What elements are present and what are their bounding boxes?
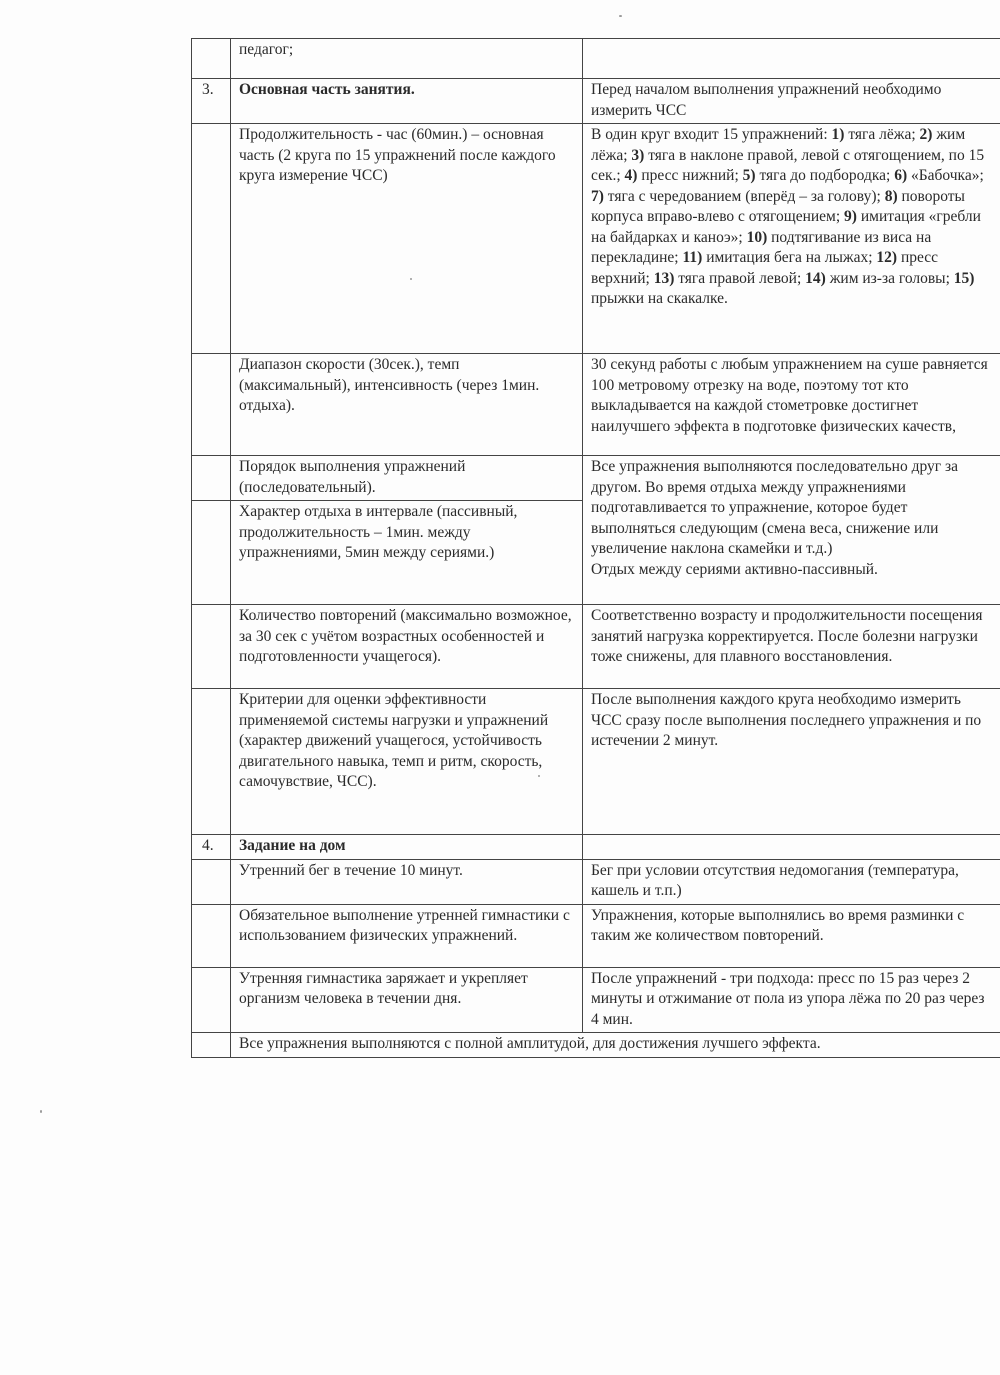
exercise-number: 8): [884, 187, 898, 205]
exercise-number: 14): [805, 269, 826, 287]
row-number-cell: [192, 456, 231, 501]
exercise-text: тяга лёжа;: [844, 126, 920, 143]
right-cell: Соответственно возрасту и продолжительности посещения занятий нагрузка корректируется. После болезни нагрузки тоже снижены, для плавного восстановления.: [583, 605, 1000, 689]
exercise-item: [894, 167, 984, 184]
right-cell: После упражнений - три подхода: пресс по 15 раз через 2 минуты и отжимание от пола из упора лёжа по 20 раз через 4 мин.: [583, 967, 1000, 1033]
exercise-item: [683, 249, 877, 266]
exercise-item: [832, 126, 920, 143]
left-cell: Утренний бег в течение 10 минут.: [231, 859, 583, 904]
left-cell: Продолжительность - час (60мин.) – основная часть (2 круга по 15 упражнений после каждого круга измерение ЧСС): [231, 124, 583, 354]
exercise-text: тяга с чередованием (вперёд – за голову);: [603, 187, 885, 205]
left-cell: Критерии для оценки эффективности применяемой системы нагрузки и упражнений (характер движений учащегося, устойчивость двигательного навыка, темп и ритм, скорость, самочувствие, ЧСС).: [231, 689, 583, 835]
exercise-item: [654, 270, 805, 287]
right-cell: После выполнения каждого круга необходимо измерить ЧСС сразу после выполнения последнего упражнения и по истечении 2 минут.: [583, 689, 1000, 835]
right-cell: Бег при условии отсутствия недомогания (температура, кашель и т.п.): [583, 859, 1000, 904]
section-title: Задание на дом: [231, 835, 583, 860]
exercise-text: имитация «гребли на байдарках и каноэ»;: [591, 208, 981, 246]
table-row: [192, 124, 1000, 354]
exercise-number: 4): [624, 167, 638, 184]
exercise-number: 15): [953, 269, 975, 287]
exercise-number: 2): [919, 126, 933, 143]
exercise-number: 11): [682, 249, 703, 266]
table-row: [192, 354, 1000, 456]
row-number-cell: [192, 501, 231, 605]
row-number-cell: [192, 859, 231, 904]
row-number-cell: 4.: [192, 835, 231, 860]
table-row: [192, 605, 1000, 689]
right-cell-merged: [583, 456, 1000, 605]
exercise-text: пресс верхний;: [591, 249, 939, 287]
scan-speck: [410, 278, 412, 280]
table-row: [192, 967, 1000, 1033]
left-cell: Количество повторений (максимально возможное, за 30 сек с учётом возрастных особенностей и подготовленности учащегося).: [231, 605, 583, 689]
row-number-cell: [192, 605, 231, 689]
right-cell: Перед началом выполнения упражнений необходимо измерить ЧСС: [583, 79, 1000, 124]
scan-speck: [619, 15, 622, 17]
exercise-number: 5): [742, 167, 756, 184]
table-row: [192, 859, 1000, 904]
exercise-text: жим из-за головы;: [825, 269, 954, 287]
exercise-number: 9): [844, 208, 857, 225]
left-cell: Утренняя гимнастика заряжает и укрепляет организм человека в течении дня.: [231, 967, 583, 1033]
scan-speck: [40, 1110, 42, 1113]
right-cell: Упражнения, которые выполнялись во время разминки с таким же количеством повторений.: [583, 904, 1000, 967]
table-row: [192, 689, 1000, 835]
lesson-plan-table: [191, 38, 1000, 1058]
exercise-text: повороты корпуса вправо-влево с отягощением;: [591, 187, 965, 225]
row-number-cell: [192, 689, 231, 835]
row-number-cell: [192, 354, 231, 456]
table-row: [192, 835, 1000, 860]
exercise-list-cell: [583, 124, 1000, 354]
exercise-text: жим лёжа;: [591, 126, 966, 164]
left-cell: Порядок выполнения упражнений (последовательный).: [231, 456, 583, 501]
exercise-text: тяга правой левой;: [674, 269, 806, 287]
exercise-number: 1): [831, 126, 845, 143]
right-cell: [583, 39, 1000, 79]
exercise-number: 6): [894, 167, 908, 184]
exercise-item: [591, 188, 885, 205]
exercise-text: имитация бега на лыжах;: [702, 249, 877, 266]
table-row: [192, 456, 1000, 501]
exercise-list-intro: В один круг входит 15 упражнений:: [591, 126, 832, 143]
left-cell: Диапазон скорости (30сек.), темп (максимальный), интенсивность (через 1мин. отдыха).: [231, 354, 583, 456]
row-number-cell: [192, 124, 231, 354]
exercise-text: прыжки на скакалке.: [591, 290, 728, 307]
rest-description: Отдых между сериями активно-пассивный.: [591, 560, 878, 578]
exercise-number: 10): [746, 228, 768, 246]
left-cell: педагог;: [231, 39, 583, 79]
exercise-item: [805, 270, 954, 287]
scan-speck: [538, 775, 540, 777]
row-number-cell: [192, 1033, 231, 1058]
exercise-text: пресс нижний;: [637, 167, 743, 184]
left-cell: Обязательное выполнение утренней гимнастики с использованием физических упражнений.: [231, 904, 583, 967]
exercise-item: [743, 167, 895, 184]
right-cell: [583, 835, 1000, 860]
exercise-number: 7): [591, 187, 604, 205]
exercise-number: 12): [876, 249, 898, 266]
table-row: [192, 39, 1000, 79]
exercise-text: подтягивание из виса на перекладине;: [591, 228, 932, 266]
sequence-description: Все упражнения выполняются последовательно друг за другом. Во время отдыха между упражнениями подготавливается то упражнение, которое будет выполняться следующим (смена веса, снижение или увеличение наклона скамейки и т.д.): [591, 458, 959, 557]
right-cell: 30 секунд работы с любым упражнением на суше равняется 100 метровому отрезку на воде, поэтому тот кто выкладывается на каждой стометровке достигнет наилучшего эффекта в подготовке физических качеств,: [583, 354, 1000, 456]
row-number-cell: [192, 39, 231, 79]
exercise-text: тяга в наклоне правой, левой с отягощением, по 15 сек.;: [591, 146, 985, 184]
table-row: [192, 1033, 1000, 1058]
table-row: [192, 79, 1000, 124]
exercise-item: [625, 167, 743, 184]
exercise-number: 3): [631, 146, 645, 164]
exercise-text: тяга до подбородка;: [755, 167, 895, 184]
row-number-cell: [192, 967, 231, 1033]
closing-note: Все упражнения выполняются с полной амплитудой, для достижения лучшего эффекта.: [231, 1033, 1000, 1058]
exercise-number: 13): [653, 269, 675, 287]
row-number-cell: [192, 904, 231, 967]
table-row: [192, 904, 1000, 967]
left-cell: Характер отдыха в интервале (пассивный, продолжительность – 1мин. между упражнениями, 5мин между сериями.): [231, 501, 583, 605]
row-number-cell: 3.: [192, 79, 231, 124]
section-title: Основная часть занятия.: [231, 79, 583, 124]
exercise-text: «Бабочка»;: [907, 167, 984, 184]
